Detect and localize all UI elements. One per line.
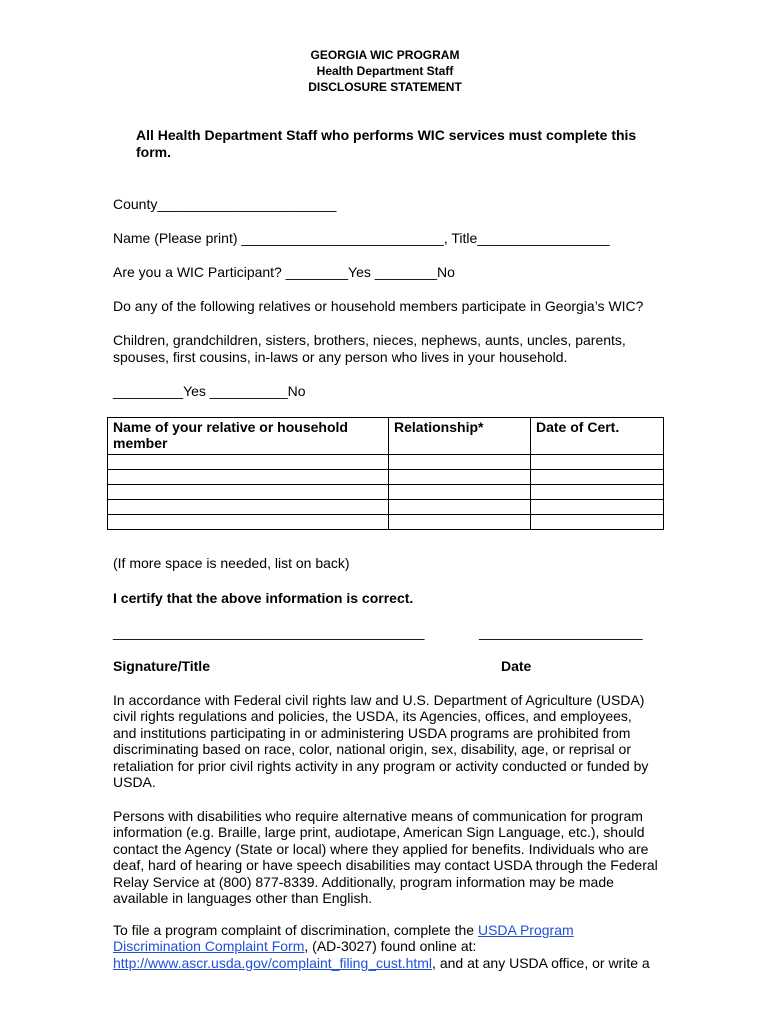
date-cell[interactable]	[531, 500, 664, 515]
table-row	[108, 470, 664, 485]
complaint-paragraph	[113, 922, 658, 971]
program-title: GEORGIA WIC PROGRAM	[310, 48, 460, 62]
name-cell[interactable]	[108, 455, 389, 470]
name-cell[interactable]	[108, 515, 389, 530]
relatives-list: Children, grandchildren, sisters, brothers, nieces, nephews, aunts, uncles, parents, spouses, first cousins, in-laws or any person who lives in your household.	[113, 332, 626, 365]
relationship-cell[interactable]	[389, 470, 531, 485]
disabilities-paragraph: Persons with disabilities who require alternative means of communication for program information (e.g. Braille, large print, audiotape, American Sign Language, etc.), should contact the Agency (State or local) where they applied for benefits. Individuals who are deaf, hard of hearing or have speech disabilities may contact USDA through the Federal Relay Service at (800) 877-8339. Additionally, program information may be made available in languages other than English.	[113, 808, 658, 907]
name-cell[interactable]	[108, 485, 389, 500]
complaint-suffix: , and at any USDA office, or write a	[432, 954, 650, 971]
date-label: Date	[501, 658, 532, 674]
name-cell[interactable]	[108, 500, 389, 515]
table-row	[108, 500, 664, 515]
col-header-name: Name of your relative or household member	[108, 418, 389, 455]
col-header-relationship: Relationship*	[389, 418, 531, 455]
table-header-row	[108, 418, 664, 455]
more-space-note: (If more space is needed, list on back)	[113, 555, 350, 571]
complaint-form-link[interactable]: USDA Program Discrimination Complaint Form	[113, 922, 574, 955]
certification-statement: I certify that the above information is correct.	[113, 590, 414, 606]
signature-label: Signature/Title	[113, 658, 210, 674]
table-row	[108, 485, 664, 500]
name-title-field[interactable]: Name (Please print) __________________________, Title_________________	[113, 230, 610, 246]
date-cell[interactable]	[531, 485, 664, 500]
relationship-cell[interactable]	[389, 485, 531, 500]
relationship-cell[interactable]	[389, 500, 531, 515]
date-line[interactable]: _____________________	[479, 624, 643, 640]
name-cell[interactable]	[108, 470, 389, 485]
wic-participant-field[interactable]: Are you a WIC Participant? ________Yes ________No	[113, 264, 455, 280]
table-row	[108, 455, 664, 470]
date-cell[interactable]	[531, 470, 664, 485]
signature-line[interactable]: ________________________________________	[113, 624, 425, 640]
date-cell[interactable]	[531, 515, 664, 530]
intro-instruction: All Health Department Staff who performs WIC services must complete this form.	[136, 127, 637, 160]
relatives-question: Do any of the following relatives or household members participate in Georgia’s WIC?	[113, 298, 644, 314]
complaint-middle: , (AD-3027) found online at:	[304, 938, 477, 955]
col-header-date: Date of Cert.	[531, 418, 664, 455]
staff-subtitle: Health Department Staff	[316, 64, 454, 78]
relationship-cell[interactable]	[389, 515, 531, 530]
statement-title: DISCLOSURE STATEMENT	[308, 80, 462, 94]
relatives-yes-no-field[interactable]: _________Yes __________No	[113, 383, 306, 399]
relatives-table	[107, 417, 664, 530]
civil-rights-paragraph: In accordance with Federal civil rights law and U.S. Department of Agriculture (USDA) civil rights regulations and policies, the USDA, its Agencies, offices, and employees, and institutions participating in or administering USDA programs are prohibited from discriminating based on race, color, national origin, sex, disability, age, or reprisal or retaliation for prior civil rights activity in any program or activity conducted or funded by USDA.	[113, 692, 649, 791]
table-row	[108, 515, 664, 530]
relationship-cell[interactable]	[389, 455, 531, 470]
complaint-url-link[interactable]: http://www.ascr.usda.gov/complaint_filing_cust.html	[113, 954, 433, 971]
complaint-prefix: To file a program complaint of discrimination, complete the	[113, 922, 478, 938]
date-cell[interactable]	[531, 455, 664, 470]
county-field[interactable]: County_______________________	[113, 196, 337, 212]
